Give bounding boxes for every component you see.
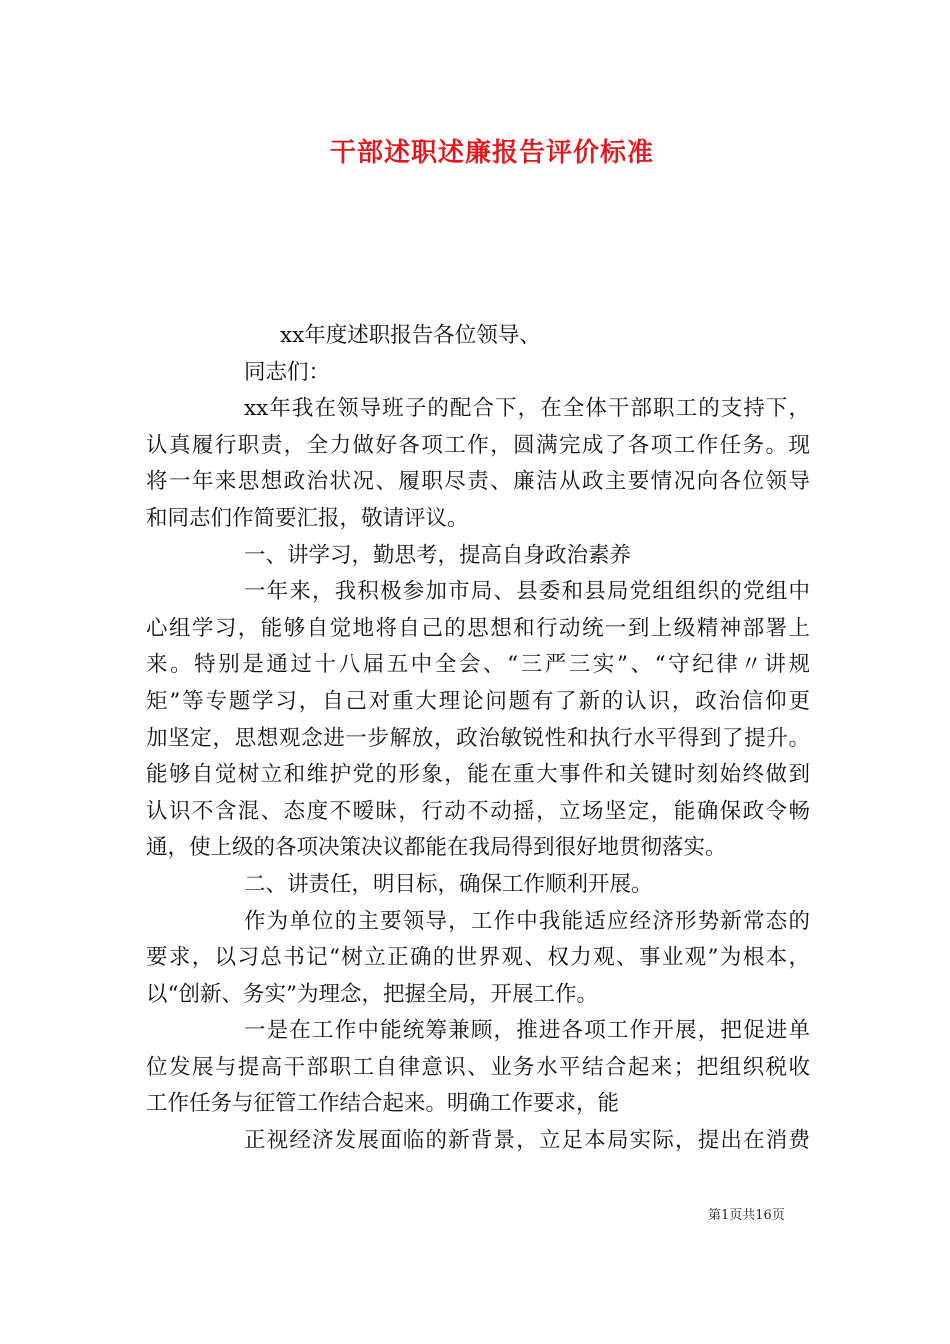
section-heading: 二、讲责任，明目标，确保工作顺利开展。	[244, 871, 653, 897]
text-line: xx年我在领导班子的配合下，在全体干部职工的支持下，	[244, 396, 810, 422]
text-line: 以“创新、务实”为理念，把握全局，开展工作。	[146, 981, 598, 1007]
text-line: 能够自觉树立和维护党的形象，能在重大事件和关键时刻始终做到	[146, 762, 810, 788]
text-line: 一是在工作中能统筹兼顾，推进各项工作开展，把促进单	[244, 1018, 810, 1044]
text-line: 加坚定，思想观念进一步解放，政治敏锐性和执行水平得到了提升。	[146, 725, 810, 751]
text-line: 一年来，我积极参加市局、县委和县局党组组织的党组中	[244, 579, 810, 605]
text-line: 来。特别是通过十八届五中全会、“三严三实”、“守纪律〃讲规	[146, 652, 810, 678]
section-heading: 一、讲学习，勤思考，提高自身政治素养	[244, 542, 632, 568]
text-line: 和同志们作简要汇报，敬请评议。	[146, 505, 469, 531]
page-number: 第1页共16页	[708, 1208, 785, 1223]
document-body	[146, 318, 810, 1160]
text-line: 通，使上级的各项决策决议都能在我局得到很好地贯彻落实。	[146, 835, 727, 861]
text-line: 工作任务与征管工作结合起来。明确工作要求，能	[146, 1091, 620, 1117]
text-line: 位发展与提高干部职工自律意识、业务水平结合起来；把组织税收	[146, 1054, 810, 1080]
document-title: 干部述职述廉报告评价标准	[330, 138, 655, 168]
text-line: 正视经济发展面临的新背景，立足本局实际，提出在消费	[244, 1128, 810, 1154]
text-line: 要求，以习总书记“树立正确的世界观、权力观、事业观”为根本，	[146, 945, 810, 971]
text-line: xx年度述职报告各位领导、	[280, 323, 541, 348]
text-line: 矩”等专题学习，自己对重大理论问题有了新的认识，政治信仰更	[146, 688, 810, 714]
text-line: 心组学习，能够自觉地将自己的思想和行动统一到上级精神部署上	[146, 615, 810, 641]
text-line: 认真履行职责，全力做好各项工作，圆满完成了各项工作任务。现	[146, 432, 810, 458]
text-line: 认识不含混、态度不暧昧，行动不动摇，立场坚定，能确保政令畅	[146, 798, 810, 824]
text-line: 将一年来思想政治状况、履职尽责、廉洁从政主要情况向各位领导	[146, 469, 810, 495]
text-line: 同志们：	[244, 359, 331, 385]
text-line: 作为单位的主要领导，工作中我能适应经济形势新常态的	[244, 908, 810, 934]
